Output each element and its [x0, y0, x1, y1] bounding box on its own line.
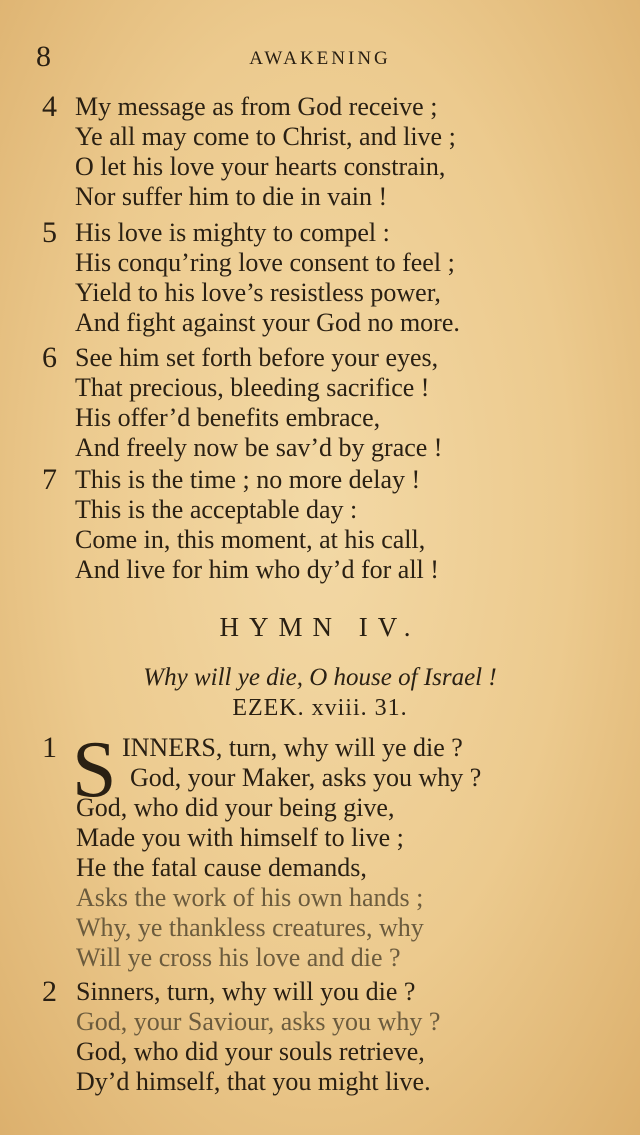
scripture-citation: EZEK. xviii. 31.	[232, 695, 408, 721]
verse-line: Sinners, turn, why will you die ?	[76, 977, 416, 1006]
verse-line: His offer’d benefits embrace,	[75, 403, 381, 432]
verse-line: His love is mighty to compel :	[75, 218, 390, 247]
verse-line: Ye all may come to Christ, and live ;	[75, 122, 456, 151]
verse-line: Why, ye thankless creatures, why	[76, 913, 424, 942]
verse-line: Nor suffer him to die in vain !	[75, 182, 388, 211]
verse-line: O let his love your hearts constrain,	[75, 152, 446, 181]
page-header	[0, 40, 640, 80]
verse-line: My message as from God receive ;	[75, 92, 438, 121]
stanza-number: 1	[42, 731, 57, 764]
verse-line: Come in, this moment, at his call,	[75, 525, 426, 554]
stanza-number: 4	[42, 90, 57, 123]
verse-line: This is the acceptable day :	[75, 495, 358, 524]
verse-line: Dy’d himself, that you might live.	[76, 1067, 431, 1096]
verse-line: This is the time ; no more delay !	[75, 465, 421, 494]
verse-line: He the fatal cause demands,	[76, 853, 367, 882]
stanza-number: 2	[42, 975, 57, 1008]
verse-line: His conqu’ring love consent to feel ;	[75, 248, 455, 277]
verse-line: And fight against your God no more.	[75, 308, 460, 337]
verse-line: That precious, bleeding sacrifice !	[75, 373, 430, 402]
verse-line: God, who did your being give,	[76, 793, 395, 822]
drop-cap: S	[72, 726, 117, 814]
verse-line: Yield to his love’s resistless power,	[75, 278, 441, 307]
verse-line: God, your Saviour, asks you why ?	[76, 1007, 441, 1036]
verse-line: God, who did your souls retrieve,	[76, 1037, 425, 1066]
verse-line: Made you with himself to live ;	[76, 823, 404, 852]
verse-line: And live for him who dy’d for all !	[75, 555, 439, 584]
running-title: AWAKENING	[249, 48, 391, 69]
hymn-epigraph: Why will ye die, O house of Israel !	[143, 664, 497, 691]
page-number: 8	[36, 40, 51, 73]
verse-line: INNERS, turn, why will ye die ?	[122, 733, 463, 762]
verse-line: See him set forth before your eyes,	[75, 343, 439, 372]
stanza-number: 5	[42, 216, 57, 249]
stanza-number: 6	[42, 341, 57, 374]
stanza-number: 7	[42, 463, 57, 496]
hymn-title: HYMN IV.	[219, 612, 421, 642]
verse-line: And freely now be sav’d by grace !	[75, 433, 443, 462]
verse-line: Will ye cross his love and die ?	[76, 943, 401, 972]
verse-line: God, your Maker, asks you why ?	[130, 763, 482, 792]
verse-line: Asks the work of his own hands ;	[76, 883, 424, 912]
